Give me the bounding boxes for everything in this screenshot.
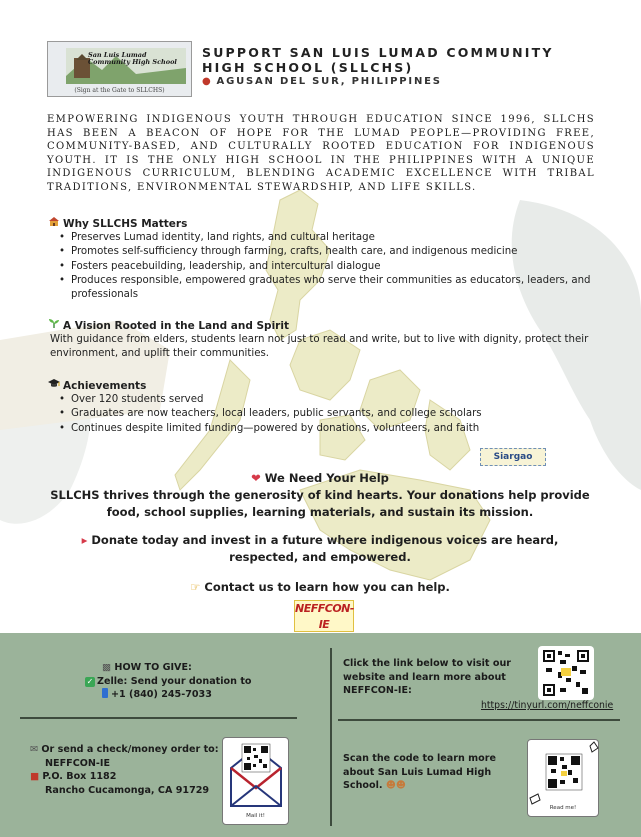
why-section — [47, 216, 607, 302]
list-item: • Preserves Lumad identity, land rights, and cultural heritage — [59, 231, 607, 245]
heart-icon: ❤ — [251, 471, 261, 485]
siargao-map-label: Siargao — [480, 448, 546, 466]
donate-text — [40, 532, 600, 566]
megaphone-icon: ▸ — [81, 533, 88, 547]
how-heading: HOW TO GIVE: — [114, 662, 192, 673]
read-label: Read me! — [549, 805, 577, 811]
pin-icon: ● — [202, 76, 213, 87]
location — [202, 76, 442, 87]
phone-icon — [102, 688, 108, 698]
envelope-icon: ✉ — [30, 744, 39, 755]
vision-heading: A Vision Rooted in the Land and Spirit — [63, 319, 289, 332]
page-title — [202, 45, 554, 75]
school-qr-card[interactable] — [527, 739, 599, 817]
list-item: • Graduates are now teachers, local leaders, public servants, and college scholars — [59, 407, 567, 421]
footer-divider-vertical — [330, 648, 332, 826]
list-item: • Continues despite limited funding—powered by donations, volunteers, and faith — [59, 422, 567, 436]
school-sign-logo — [47, 41, 192, 97]
qr-code-graphic — [538, 646, 594, 700]
zelle-phone[interactable]: +1 (840) 245-7033 — [111, 689, 212, 700]
donate-text-content: Donate today and invest in a future where indigenous voices are heard, respected, and empowered. — [91, 533, 559, 564]
seedling-icon — [47, 318, 60, 333]
contact-text — [40, 579, 600, 596]
why-heading: Why SLLCHS Matters — [63, 217, 188, 230]
vision-text: With guidance from elders, students learn not just to read and write, but to live with dignity, protect their environment, and uplift their communities. — [50, 334, 589, 360]
zelle-text: Zelle: Send your donation to — [97, 675, 252, 687]
list-item: • Produces responsible, empowered graduates who serve their communities as educators, leaders, and professionals — [59, 274, 607, 302]
mail-envelope-graphic — [223, 738, 290, 810]
graduation-cap-icon — [47, 378, 60, 393]
mail-box: P.O. Box 1182 — [42, 771, 117, 782]
footer-divider-right — [338, 719, 620, 721]
neffcon-logo-text: NEFFCON-IE — [295, 602, 354, 631]
footer-divider-left — [20, 717, 297, 719]
help-heading-text: We Need Your Help — [264, 471, 389, 485]
website-qr-code[interactable] — [538, 646, 594, 700]
list-item: • Over 120 students served — [59, 393, 567, 407]
website-info: Click the link below to visit our website and learn more about NEFFCON-IE: — [343, 658, 512, 696]
achievements-heading: Achievements — [63, 379, 147, 392]
intro-paragraph: EMPOWERING INDIGENOUS YOUTH THROUGH EDUCATION SINCE 1996, SLLCHS HAS BEEN A BEACON OF HOPE FOR THE LUMAD PEOPLE—PROVIDING FREE, COMMUNITY-BASED, AND CULTURALLY ROOTED EDUCATION FOR INDIGENOUS YOUTH. IT IS THE ONLY HIGH SCHOOL IN THE PHILIPPINES WITH A UNIQUE INDIGENOUS CURRICULUM, BLENDING ACADEMIC EXCELLENCE WITH TRIBAL TRADITIONS, ENVIRONMENTAL STEWARDSHIP, AND LIFE SKILLS. — [47, 114, 595, 193]
header — [47, 41, 607, 101]
list-item: • Promotes self-sufficiency through farming, crafts, health care, and indigenous medicine — [59, 245, 607, 259]
scan-text: Scan the code to learn more about San Luis Lumad High School. — [343, 753, 497, 791]
mail-qr-card[interactable] — [222, 737, 289, 825]
website-link[interactable]: https://tinyurl.com/neffconie — [481, 700, 614, 711]
how-to-give — [85, 661, 252, 702]
mail-city: Rancho Cucamonga, CA 91729 — [45, 784, 210, 796]
logo-sign-text: San Luis Lumad Community High School — [88, 51, 177, 66]
scan-info — [343, 752, 528, 793]
neffcon-logo — [294, 600, 354, 632]
location-text: AGUSAN DEL SUR, PHILIPPINES — [216, 76, 442, 87]
list-item: • Fosters peacebuilding, leadership, and intercultural dialogue — [59, 260, 607, 274]
pointing-hand-icon: ☞ — [190, 580, 201, 594]
phone-money-icon: ▩ — [102, 662, 112, 673]
achievements-section — [47, 378, 567, 436]
title-line-1: SUPPORT SAN LUIS LUMAD COMMUNITY — [202, 45, 554, 60]
mail-label: Mail it! — [246, 813, 265, 819]
title-line-2: HIGH SCHOOL (SLLCHS) — [202, 60, 414, 75]
check-icon: ✓ — [86, 676, 94, 686]
help-text: SLLCHS thrives through the generosity of kind hearts. Your donations help provide food, school supplies, learning materials, and sustain its mission. — [50, 488, 590, 519]
children-icon: ☻☻ — [385, 780, 406, 791]
school-qr-graphic — [528, 740, 600, 806]
school-house-icon — [47, 216, 60, 231]
help-heading — [40, 470, 600, 487]
mail-name: NEFFCON-IE — [45, 757, 111, 769]
mail-heading: Or send a check/money order to: — [41, 744, 219, 755]
logo-caption: (Sign at the Gate to SLLCHS) — [74, 87, 165, 94]
contact-text-content: Contact us to learn how you can help. — [204, 580, 450, 594]
mail-instructions — [30, 743, 220, 797]
vision-section — [47, 318, 602, 362]
postbox-icon: ■ — [30, 771, 40, 782]
